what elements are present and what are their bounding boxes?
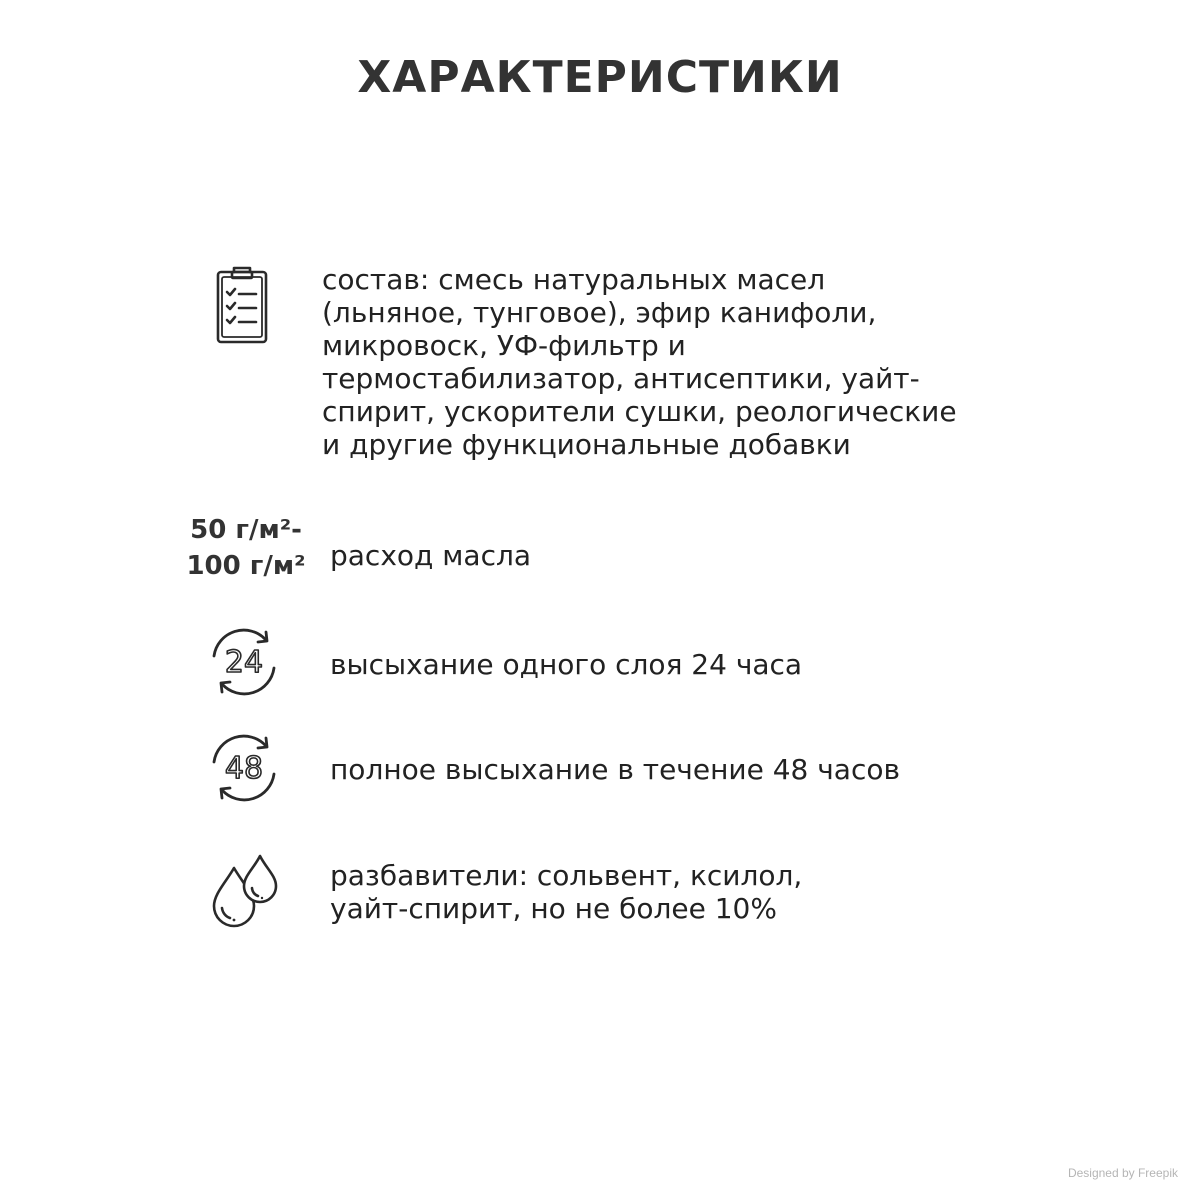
thinners-line: уайт-спирит, но не более 10% — [330, 892, 777, 925]
thinners-line: разбавители: сольвент, ксилол, — [330, 859, 803, 892]
composition-line: (льняное, тунговое), эфир канифоли, — [322, 296, 877, 329]
cycle-24-label: 24 — [224, 645, 264, 680]
droplets-icon — [206, 850, 286, 930]
composition-line: и другие функциональные добавки — [322, 428, 851, 461]
composition-line: микровоск, УФ-фильтр и — [322, 329, 686, 362]
composition-line: состав: смесь натуральных масел — [322, 263, 826, 296]
cycle-48-label: 48 — [224, 751, 264, 786]
clipboard-checklist-icon — [212, 264, 272, 346]
consumption-rate-line: 100 г/м² — [186, 551, 306, 581]
thinners-text — [330, 859, 802, 925]
consumption-rate — [176, 512, 316, 584]
full-drying-text — [330, 753, 900, 786]
composition-line: термостабилизатор, антисептики, уайт- — [322, 362, 920, 395]
consumption-line: расход масла — [330, 539, 532, 572]
full-drying-line: полное высыхание в течение 48 часов — [330, 753, 900, 786]
cycle-24-icon — [204, 626, 284, 698]
page-title: ХАРАКТЕРИСТИКИ — [357, 52, 843, 103]
drying-layer-line: высыхание одного слоя 24 часа — [330, 648, 803, 681]
drying-layer-text — [330, 648, 802, 681]
composition-text — [322, 263, 957, 461]
consumption-text — [330, 539, 531, 572]
composition-line: спирит, ускорители сушки, реологические — [322, 395, 957, 428]
consumption-rate-line: 50 г/м²- — [190, 515, 302, 545]
cycle-48-icon — [204, 732, 284, 804]
designer-credit: Designed by Freepik — [1067, 1166, 1178, 1180]
